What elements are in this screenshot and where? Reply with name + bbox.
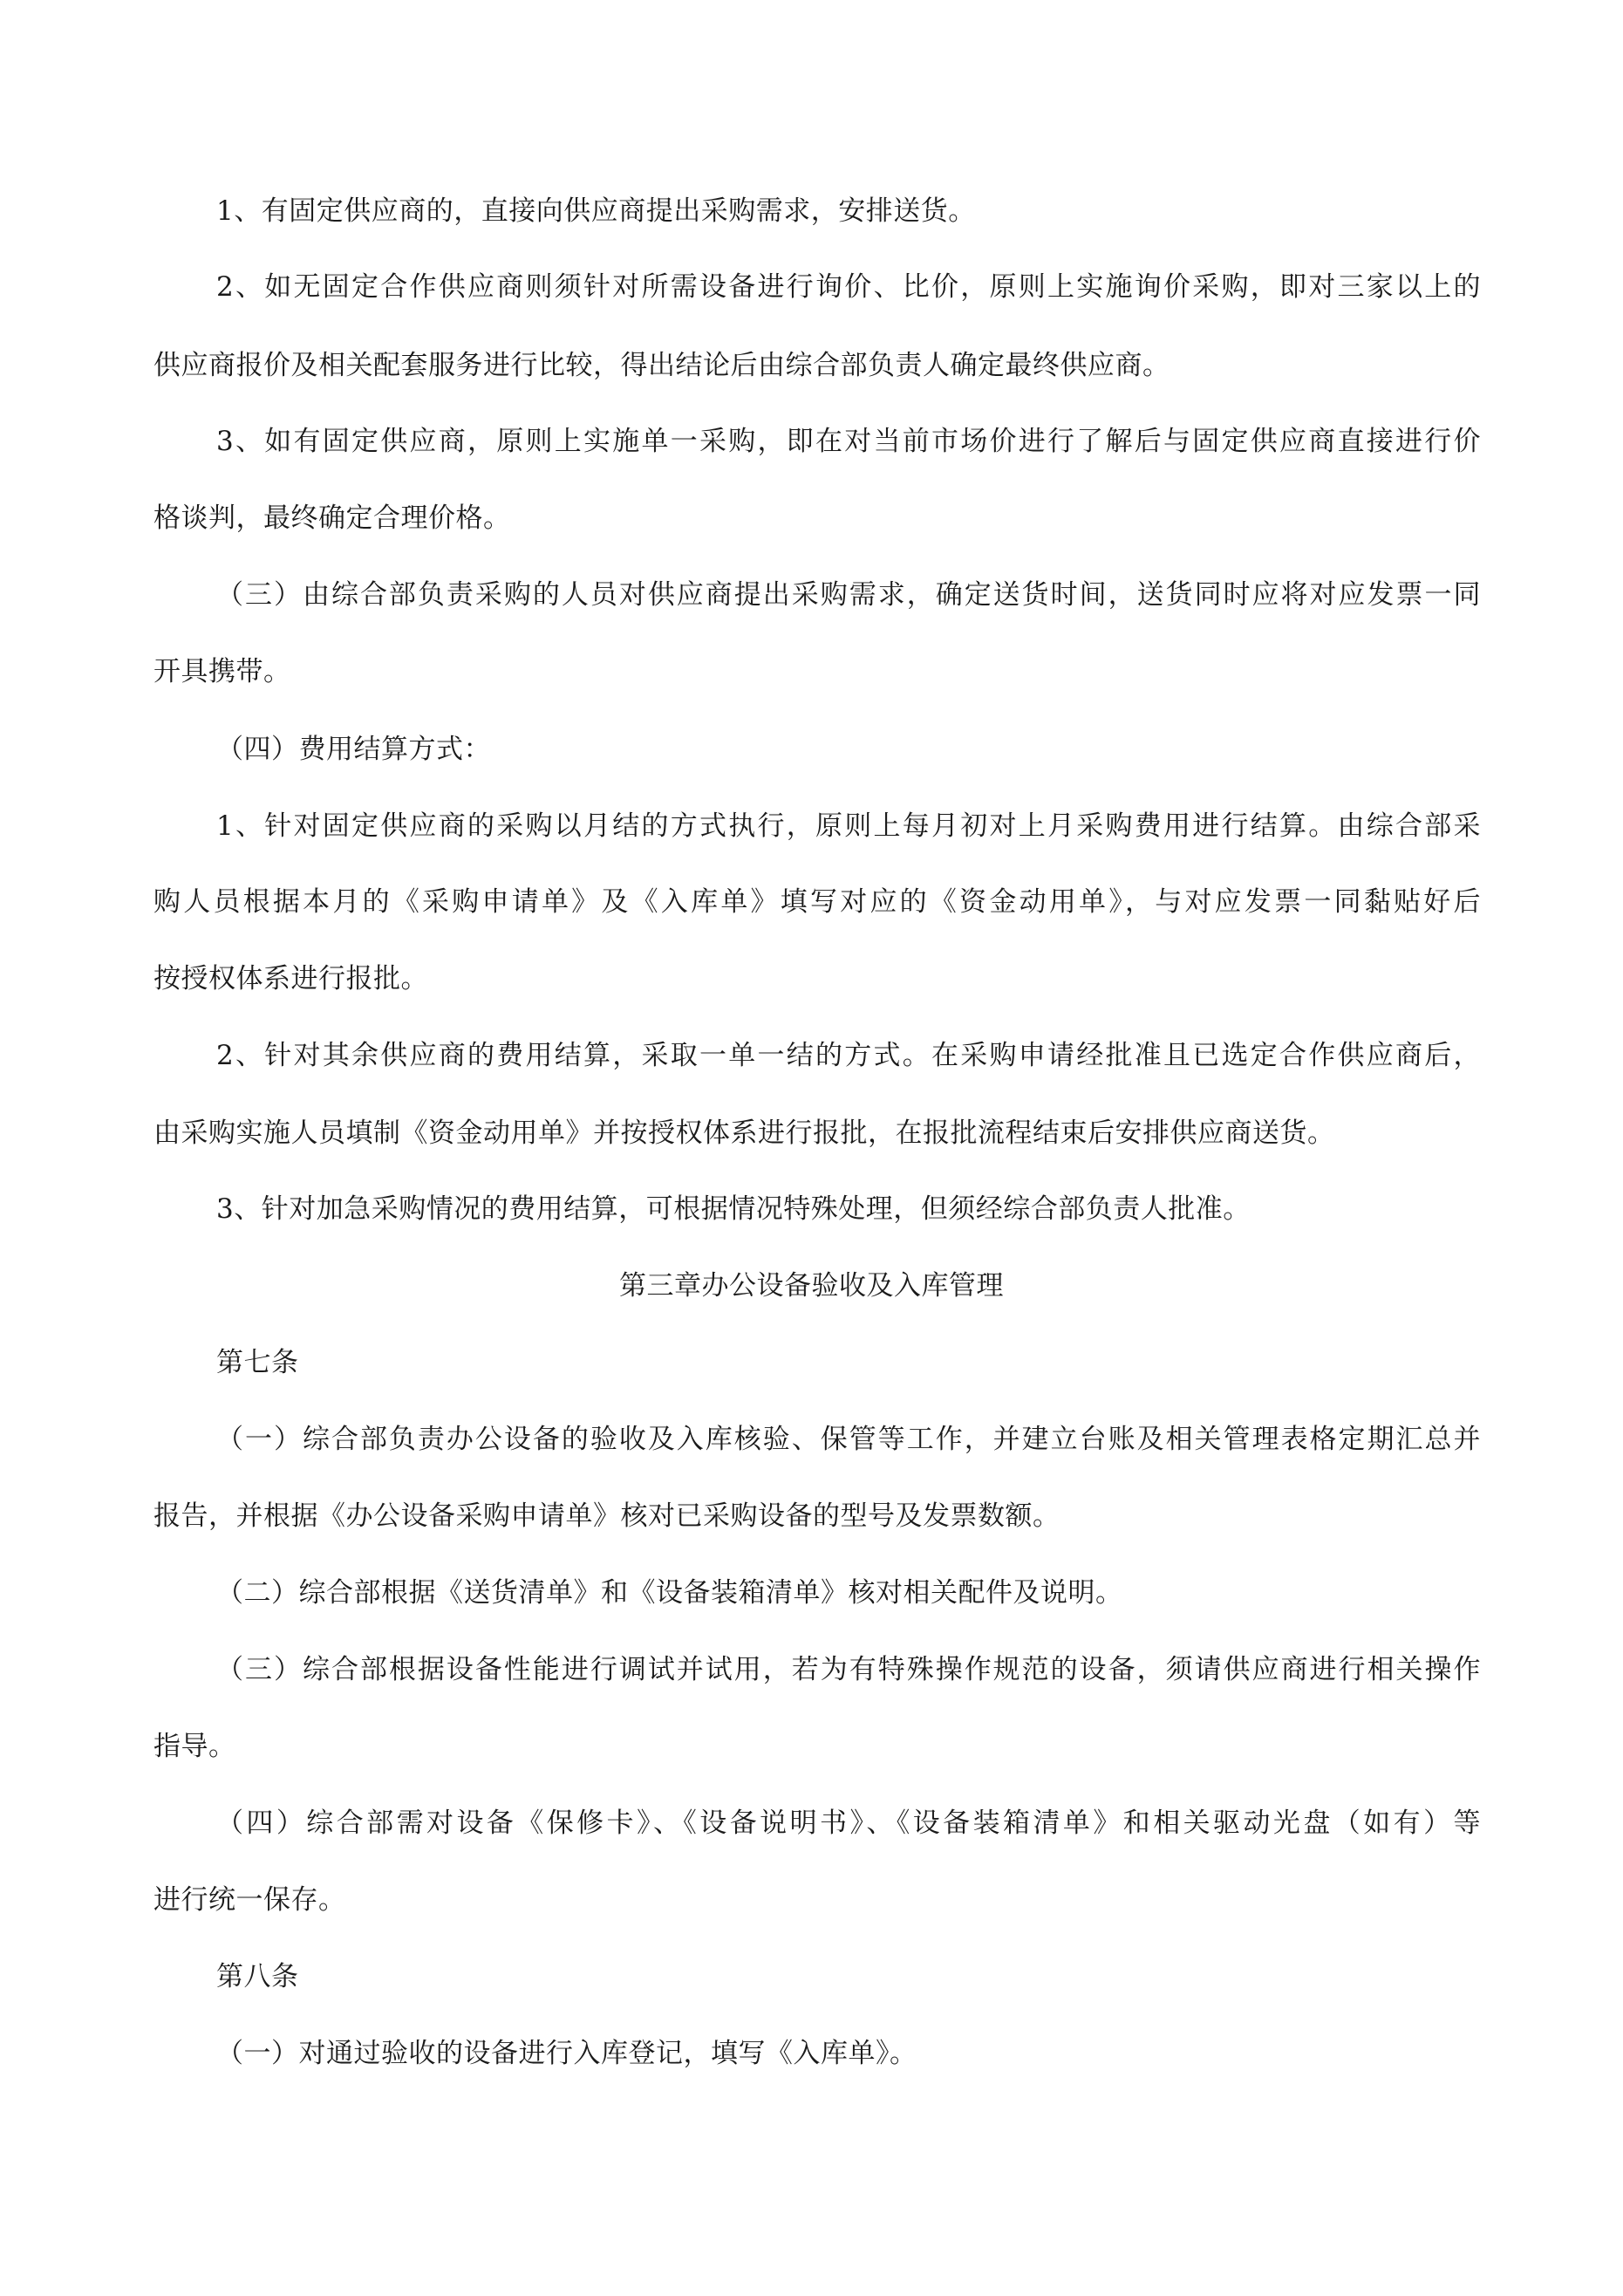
paragraph-line: 进行统一保存。 <box>153 1884 346 1916</box>
article-heading: 第七条 <box>216 1347 299 1378</box>
paragraph-line: 购人员根据本月的《采购申请单》及《入库单》填写对应的《资金动用单》，与对应发票一同黏贴好后 <box>153 886 1481 918</box>
paragraph-line: 供应商报价及相关配套服务进行比较，得出结论后由综合部负责人确定最终供应商。 <box>153 350 1170 381</box>
paragraph-line: （三）由综合部负责采购的人员对供应商提出采购需求，确定送货时间，送货同时应将对应发票一同 <box>216 579 1481 611</box>
paragraph-line: （一）综合部负责办公设备的验收及入库核验、保管等工作，并建立台账及相关管理表格定期汇总并 <box>216 1424 1481 1455</box>
paragraph-line: 1、针对固定供应商的采购以月结的方式执行，原则上每月初对上月采购费用进行结算。由综合部采 <box>216 810 1481 842</box>
paragraph-line: 按授权体系进行报批。 <box>153 963 428 994</box>
paragraph-line: 格谈判，最终确定合理价格。 <box>153 502 511 534</box>
paragraph-line: 报告，并根据《办公设备采购申请单》核对已采购设备的型号及发票数额。 <box>153 1500 1060 1532</box>
paragraph-line: 2、如无固定合作供应商则须针对所需设备进行询价、比价，原则上实施询价采购，即对三家以上的 <box>216 271 1481 303</box>
paragraph-line: 1、有固定供应商的，直接向供应商提出采购需求，安排送货。 <box>216 195 976 227</box>
paragraph-line: （四）费用结算方式： <box>216 734 491 765</box>
paragraph-line: 3、针对加急采购情况的费用结算，可根据情况特殊处理，但须经综合部负责人批准。 <box>216 1193 1251 1225</box>
chapter-heading: 第三章办公设备验收及入库管理 <box>619 1270 1004 1302</box>
paragraph-line: 指导。 <box>153 1731 236 1762</box>
paragraph-line: （四）综合部需对设备《保修卡》、《设备说明书》、《设备装箱清单》和相关驱动光盘（如有）等 <box>216 1807 1481 1839</box>
paragraph-line: 开具携带。 <box>153 656 291 687</box>
article-heading: 第八条 <box>216 1961 299 1992</box>
paragraph-line: 3、如有固定供应商，原则上实施单一采购，即在对当前市场价进行了解后与固定供应商直接进行价 <box>216 426 1481 457</box>
paragraph-line: 2、针对其余供应商的费用结算，采取一单一结的方式。在采购申请经批准且已选定合作供应商后， <box>216 1040 1481 1071</box>
paragraph-line: （二）综合部根据《送货清单》和《设备装箱清单》核对相关配件及说明。 <box>216 1577 1123 1609</box>
paragraph-line: （一）对通过验收的设备进行入库登记，填写《入库单》。 <box>216 2038 917 2069</box>
paragraph-line: （三）综合部根据设备性能进行调试并试用，若为有特殊操作规范的设备，须请供应商进行相关操作 <box>216 1654 1481 1685</box>
paragraph-line: 由采购实施人员填制《资金动用单》并按授权体系进行报批，在报批流程结束后安排供应商送货。 <box>153 1117 1335 1149</box>
